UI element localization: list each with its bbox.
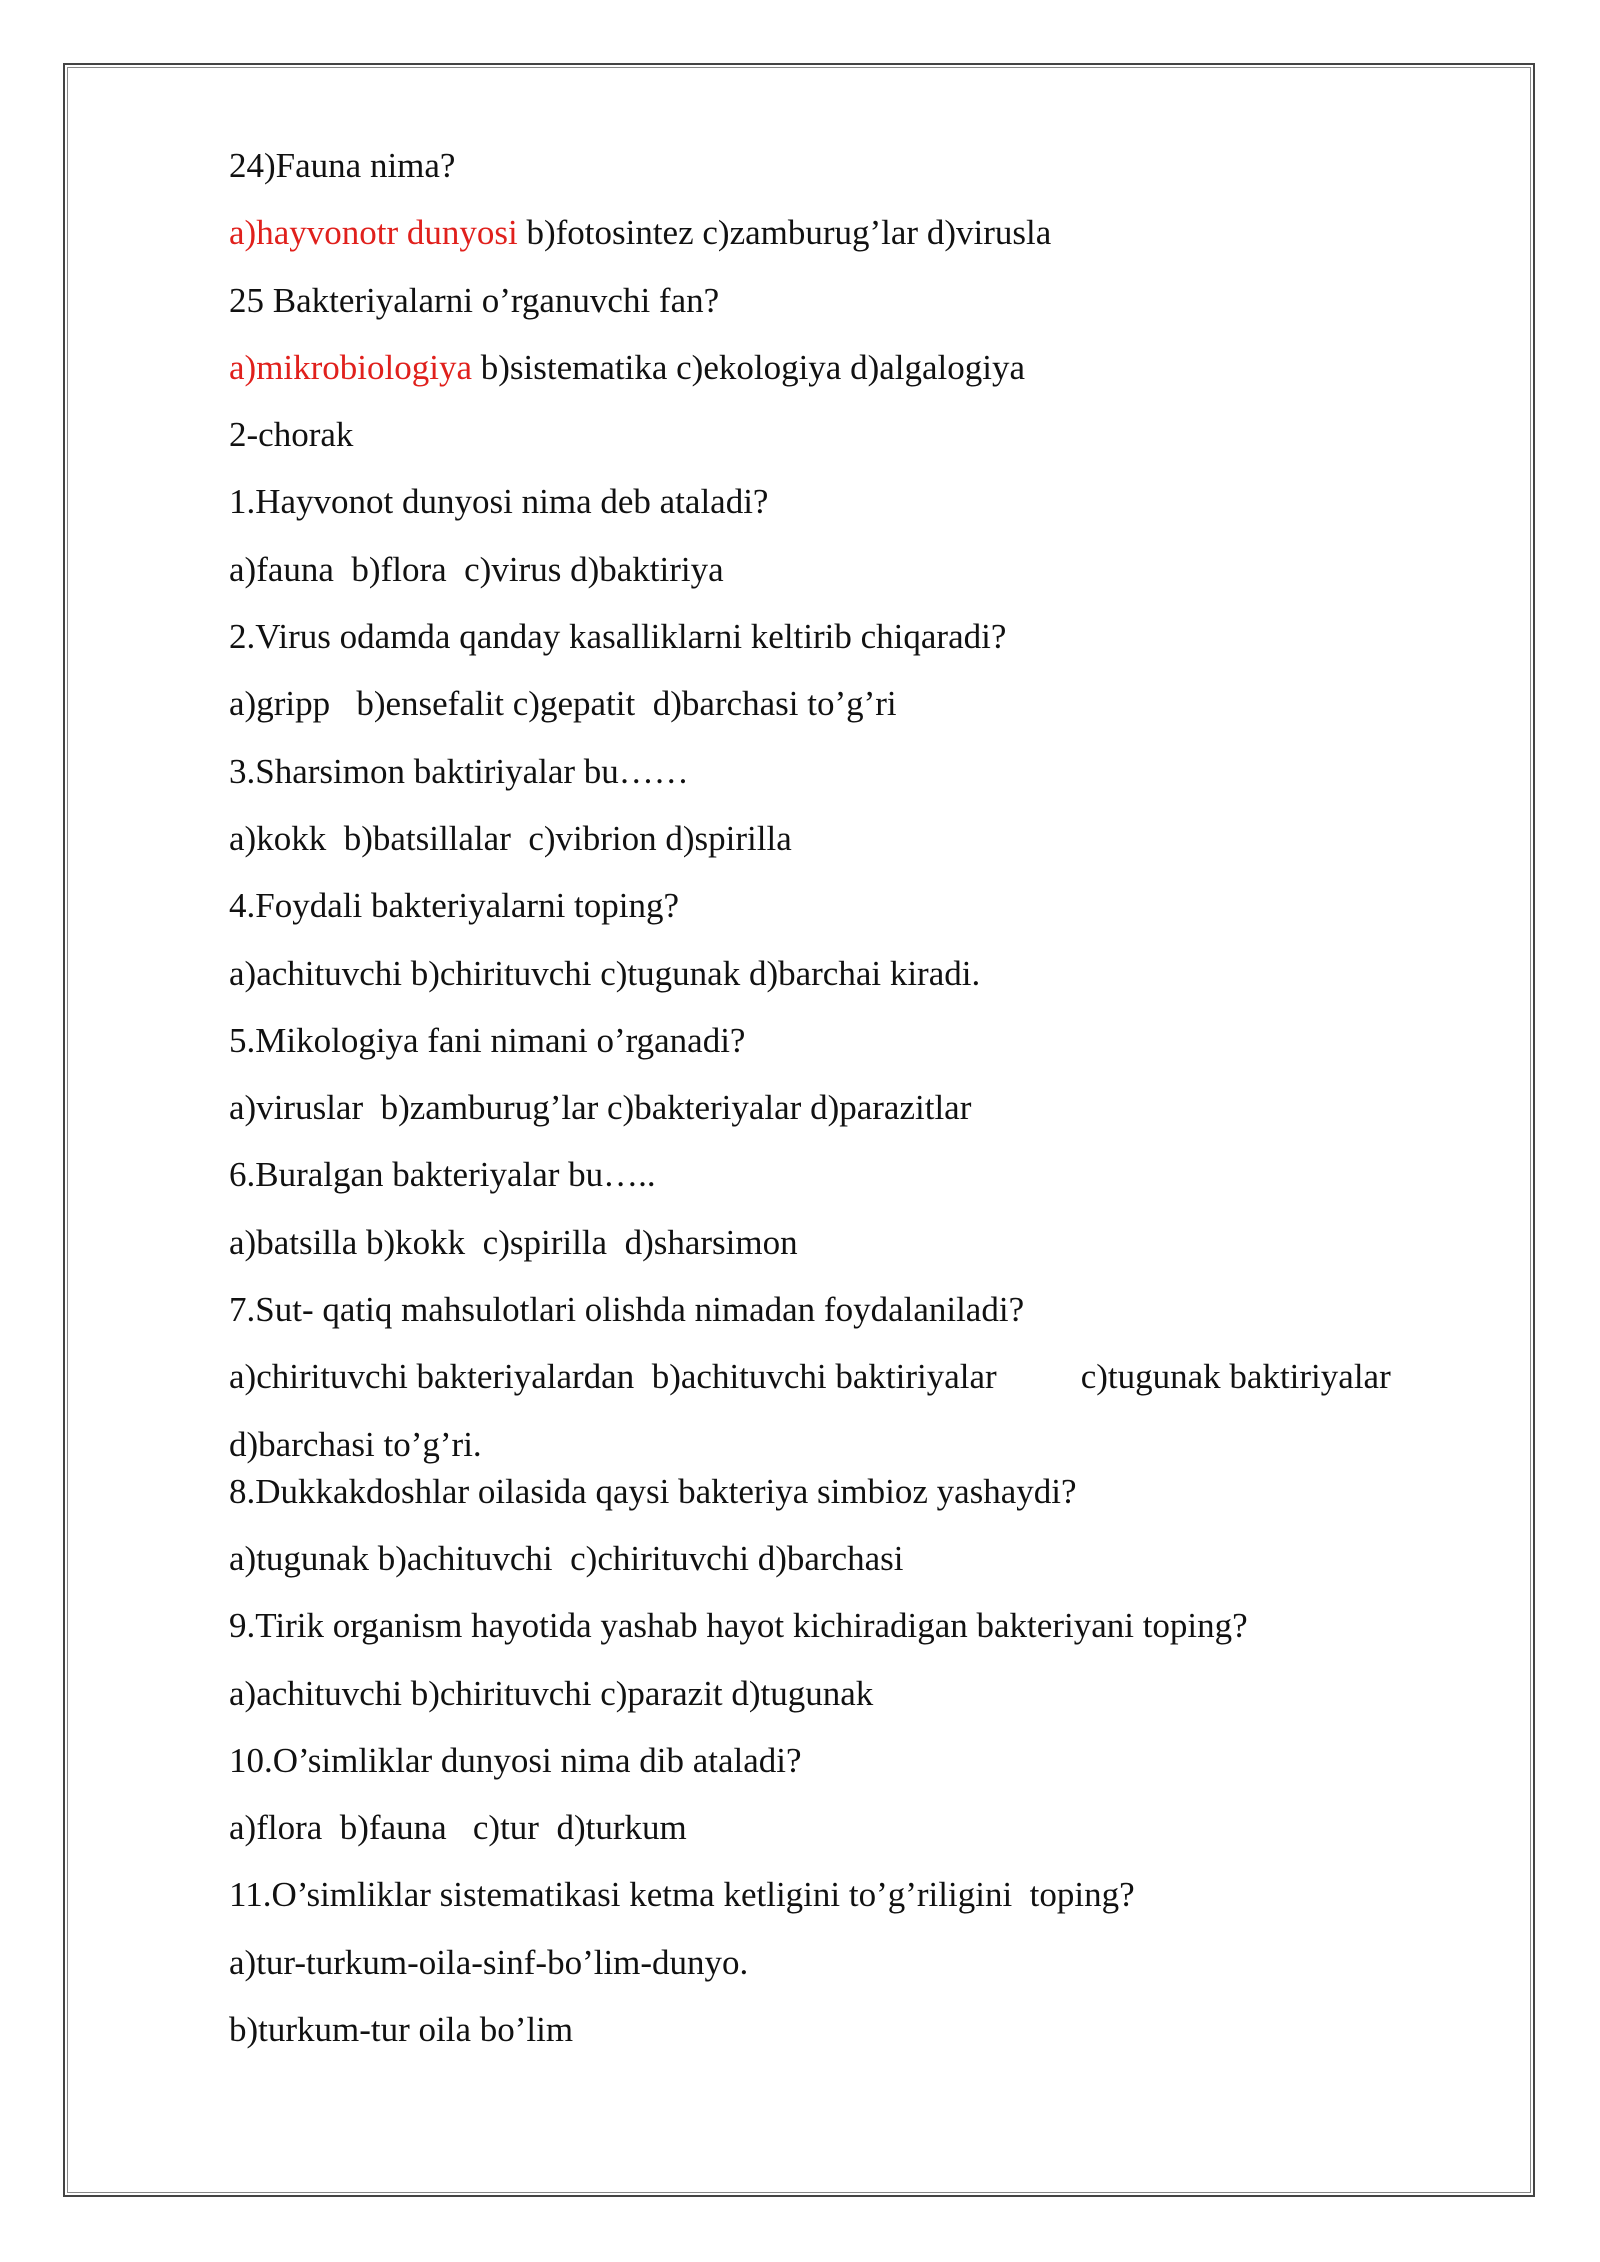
answer-line [229,347,1529,417]
answer-line [229,1810,1529,1877]
question-text: 6.Buralgan bakteriyalar bu….. [229,1155,656,1195]
answer-line [229,2012,1529,2079]
question-text: 1.Hayvonot dunyosi nima deb ataladi? [229,482,769,522]
question-line [229,1740,1529,1810]
question-text: 8.Dukkakdoshlar oilasida qaysi bakteriya simbioz yashaydi? [229,1471,1077,1511]
question-text: 9.Tirik organism hayotida yashab hayot kichiradigan bakteriyani toping? [229,1606,1248,1646]
answer-options: a)achituvchi b)chirituvchi c)tugunak d)barchai kiradi. [229,953,981,993]
answer-options: a)achituvchi b)chirituvchi c)parazit d)tugunak [229,1673,874,1713]
question-line [229,751,1529,821]
question-line [229,280,1529,350]
answer-line [229,1673,1529,1743]
question-text: 10.O’simliklar dunyosi nima dib ataladi? [229,1740,802,1780]
answer-line [229,215,1529,282]
question-text: 3.Sharsimon baktiriyalar bu…… [229,751,689,791]
other-answers: b)fotosintez c)zamburug’lar d)virusla [517,213,1052,253]
question-text: 7.Sut- qatiq mahsulotlari olishda nimadan foydalaniladi? [229,1290,1025,1330]
section-heading [229,417,1529,484]
question-text: 25 Bakteriyalarni o’rganuvchi fan? [229,280,720,320]
document-content [229,148,1529,2079]
question-line [229,1608,1529,1675]
answer-line [229,1090,1529,1157]
question-line [229,148,1529,215]
question-text: 11.O’simliklar sistematikasi ketma ketligini to’g’riligini toping? [229,1875,1135,1915]
question-line [229,1471,1529,1541]
answer-options: d)barchasi to’g’ri. [229,1424,482,1464]
question-line [229,484,1529,551]
answer-options: a)kokk b)batsillalar c)vibrion d)spirilla [229,818,792,858]
answer-options: a)gripp b)ensefalit c)gepatit d)barchasi to’g’ri [229,684,897,724]
question-text: 4.Foydali bakteriyalarni toping? [229,886,680,926]
question-line [229,1877,1529,1944]
answer-options: a)flora b)fauna c)tur d)turkum [229,1808,687,1848]
question-line [229,1292,1529,1359]
answer-options: a)tur-turkum-oila-sinf-bo’lim-dunyo. [229,1942,749,1982]
answer-line [229,818,1529,888]
question-text: 5.Mikologiya fani nimani o’rganadi? [229,1020,746,1060]
question-text: 2.Virus odamda qanday kasalliklarni keltirib chiqaradi? [229,617,1007,657]
answer-options: a)fauna b)flora c)virus d)baktiriya [229,549,724,589]
answer-line [229,686,1529,753]
correct-answer: a)hayvonotr dunyosi [229,213,518,253]
answer-options: a)batsilla b)kokk c)spirilla d)sharsimon [229,1222,798,1262]
answer-line [229,1359,1529,1426]
answer-line [229,1942,1529,2012]
question-line [229,619,1529,686]
answer-options: b)turkum-tur oila bo’lim [229,2010,574,2050]
question-text: 24)Fauna nima? [229,146,456,185]
answer-options: a)tugunak b)achituvchi c)chirituvchi d)barchasi [229,1538,904,1578]
heading-text: 2-chorak [229,415,354,455]
correct-answer: a)mikrobiologiya [229,347,473,387]
answer-line [229,953,1529,1023]
answer-line [229,1538,1529,1608]
question-line [229,1020,1529,1090]
answer-line [229,549,1529,619]
answer-line [229,1424,1529,1474]
answer-options: a)viruslar b)zamburug’lar c)bakteriyalar d)parazitlar [229,1088,972,1128]
answer-options-right: c)tugunak baktiriyalar [1080,1357,1391,1397]
question-line [229,1157,1529,1224]
answer-line [229,1222,1529,1292]
other-answers: b)sistematika c)ekologiya d)algalogiya [472,347,1026,387]
question-line [229,888,1529,955]
answer-options-left: a)chirituvchi bakteriyalardan b)achituvchi baktiriyalar [229,1357,997,1397]
